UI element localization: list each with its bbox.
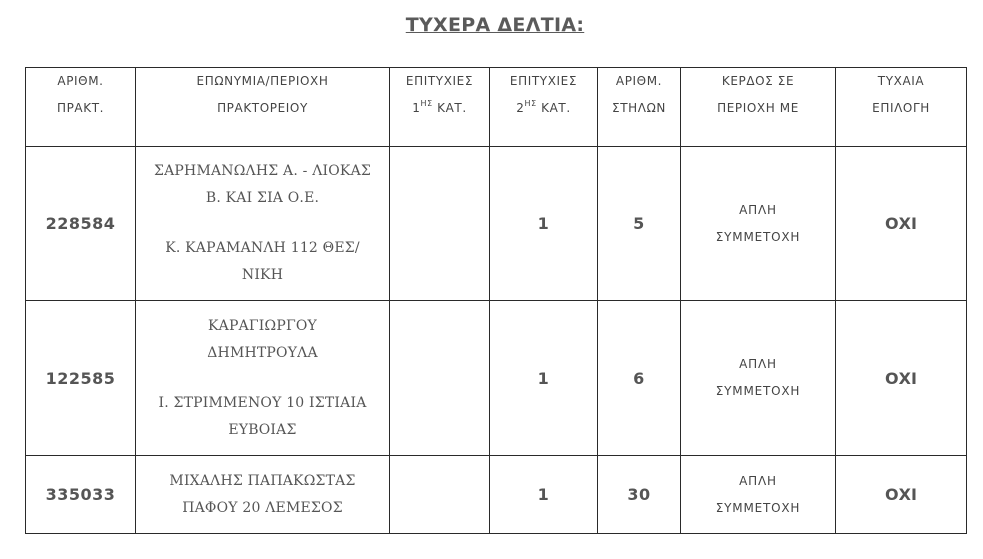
- header-agency-name-line2: ΠΡΑΚΤΟΡΕΙΟΥ: [217, 101, 308, 115]
- gain-cell: [681, 456, 836, 534]
- gain-line1: ΑΠΛΗ: [739, 473, 777, 488]
- wins-cat2-cell: 1: [490, 301, 598, 456]
- header-columns-line1: ΑΡΙΘΜ.: [615, 74, 663, 88]
- agency-name-line2: ΔΗΜΗΤΡΟΥΛΑ: [207, 344, 318, 361]
- gain-line1: ΑΠΛΗ: [739, 202, 777, 217]
- header-columns: [598, 68, 681, 147]
- columns-cell: 30: [598, 456, 681, 534]
- gain-line2: ΣΥΜΜΕΤΟΧΗ: [715, 500, 801, 515]
- agency-name-cell: [136, 456, 390, 534]
- agency-number-cell: 122585: [26, 301, 136, 456]
- header-agency-number-line2: ΠΡΑΚΤ.: [56, 101, 105, 115]
- columns-cell: 5: [598, 147, 681, 301]
- random-cell: ΟΧΙ: [836, 147, 967, 301]
- table-header-row: [26, 68, 967, 147]
- agency-number-cell: 228584: [26, 147, 136, 301]
- gain-line2: ΣΥΜΜΕΤΟΧΗ: [715, 384, 801, 398]
- agency-address-line2: ΕΥΒΟΙΑΣ: [228, 421, 297, 438]
- wins-cat2-cell: 1: [490, 456, 598, 534]
- table-row: [26, 456, 967, 534]
- header-agency-name-line1: ΕΠΩΝΥΜΙΑ/ΠΕΡΙΟΧΗ: [196, 74, 329, 88]
- gain-cell: [681, 301, 836, 456]
- gain-line1: ΑΠΛΗ: [739, 357, 777, 371]
- header-wins-cat1-line1: ΕΠΙΤΥΧΙΕΣ: [405, 74, 474, 88]
- wins-cat2-cell: 1: [490, 147, 598, 301]
- header-wins-cat1: [390, 68, 490, 147]
- winning-tickets-table: [25, 67, 967, 534]
- header-wins-cat1-sup: ΗΣ: [420, 99, 433, 108]
- agency-name-line1: ΚΑΡΑΓΙΩΡΓΟΥ: [207, 317, 317, 334]
- header-wins-cat2-num: 2: [516, 101, 525, 115]
- wins-cat1-cell: [390, 147, 490, 301]
- page-title: ΤΥΧΕΡΑ ΔΕΛΤΙΑ:: [405, 14, 585, 36]
- agency-name-line2: Β. ΚΑΙ ΣΙΑ Ο.Ε.: [205, 190, 320, 206]
- random-cell: ΟΧΙ: [836, 301, 967, 456]
- columns-cell: 6: [598, 301, 681, 456]
- agency-address-line1: Κ. ΚΑΡΑΜΑΝΛΗ 112 ΘΕΣ/: [165, 240, 360, 256]
- agency-name-line1: ΣΑΡΗΜΑΝΩΛΗΣ Α. - ΛΙΟΚΑΣ: [154, 163, 371, 179]
- wins-cat1-cell: [390, 301, 490, 456]
- header-random-line1: ΤΥΧΑΙΑ: [877, 74, 925, 88]
- header-agency-number: [26, 68, 136, 147]
- header-agency-number-line1: ΑΡΙΘΜ.: [57, 74, 104, 88]
- header-wins-cat1-suffix: ΚΑΤ.: [437, 101, 467, 115]
- agency-address-line1: Ι. ΣΤΡΙΜΜΕΝΟΥ 10 ΙΣΤΙΑΙΑ: [158, 394, 367, 411]
- header-wins-cat2-suffix: ΚΑΤ.: [541, 101, 571, 115]
- agency-name-line1: ΜΙΧΑΛΗΣ ΠΑΠΑΚΩΣΤΑΣ: [169, 472, 356, 489]
- header-gain-line1: ΚΕΡΔΟΣ ΣΕ: [721, 74, 795, 88]
- header-wins-cat2-line1: ΕΠΙΤΥΧΙΕΣ: [509, 74, 578, 88]
- agency-name-line2: ΠΑΦΟΥ 20 ΛΕΜΕΣΟΣ: [182, 499, 343, 516]
- agency-name-cell: [136, 301, 390, 456]
- header-wins-cat2: [490, 68, 598, 147]
- header-wins-cat1-line2: [390, 95, 489, 122]
- header-random: [836, 68, 967, 147]
- agency-name-cell: [136, 147, 390, 301]
- header-columns-line2: ΣΤΗΛΩΝ: [612, 101, 666, 115]
- wins-cat1-cell: [390, 456, 490, 534]
- header-gain-line2: ΠΕΡΙΟΧΗ ΜΕ: [717, 101, 799, 115]
- agency-address-line2: ΝΙΚΗ: [241, 267, 284, 283]
- random-cell: ΟΧΙ: [836, 456, 967, 534]
- agency-number-cell: 335033: [26, 456, 136, 534]
- gain-line2: ΣΥΜΜΕΤΟΧΗ: [715, 229, 801, 244]
- header-wins-cat1-num: 1: [412, 101, 421, 115]
- header-agency-name: [136, 68, 390, 147]
- header-random-line2: ΕΠΙΛΟΓΗ: [872, 101, 930, 115]
- header-gain: [681, 68, 836, 147]
- header-wins-cat2-line2: [490, 95, 597, 122]
- table-row: [26, 301, 967, 456]
- table-row: [26, 147, 967, 301]
- header-wins-cat2-sup: ΗΣ: [524, 99, 537, 108]
- gain-cell: [681, 147, 836, 301]
